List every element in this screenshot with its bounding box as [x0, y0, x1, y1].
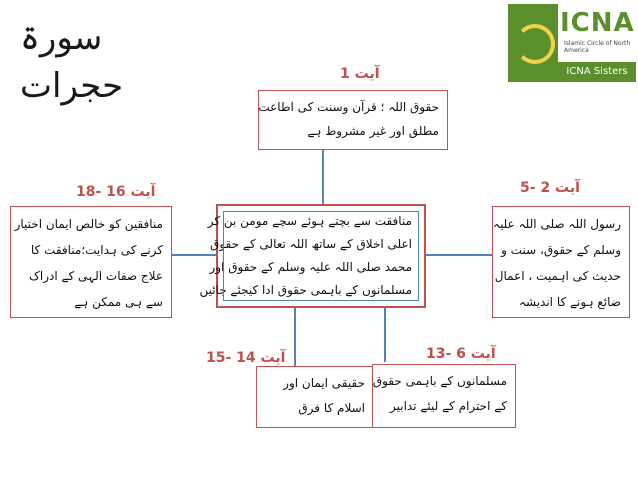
- box-bottom-right-line: کے احترام کے لیئے تدابیر: [390, 399, 507, 413]
- box-bottom-left: [256, 366, 374, 428]
- box-left: [10, 206, 172, 318]
- box-left-line: علاج صفات الہی کے ادراک: [29, 269, 163, 283]
- box-right-line: حدیث کی اہمیت ، اعمال: [494, 269, 621, 283]
- box-bottom-left-line: اسلام کا فرق: [298, 401, 365, 415]
- connector-bottom-left: [294, 306, 296, 366]
- ayah-label-right: آیت 2 -5: [520, 180, 580, 196]
- ayah-label-top: آیت 1: [340, 66, 380, 82]
- box-top: [258, 90, 448, 150]
- connector-bottom-right: [384, 306, 386, 362]
- logo-name: ICNA: [560, 8, 635, 38]
- box-left-line: منافقین کو خالص ایمان اختیار: [14, 217, 163, 231]
- box-top-line: حقوق اللہ ؛ قرآن وسنت کی اطاعت: [258, 100, 439, 114]
- box-bottom-right-line: مسلمانوں کے باہمی حقوق: [372, 374, 507, 388]
- box-center: [199, 204, 426, 308]
- box-right-line: ضائع ہونے کا اندیشہ: [518, 295, 621, 309]
- ayah-label-bottom-right: آیت 6 -13: [426, 346, 496, 362]
- box-top-line: مطلق اور غیر مشروط ہے: [307, 124, 439, 138]
- box-left-line: کرنے کی ہدایت؛منافقت کا: [30, 243, 163, 257]
- box-bottom-left-line: حقیقی ایمان اور: [283, 376, 365, 390]
- box-right-line: وسلم کے حقوق، سنت و: [501, 243, 621, 257]
- box-right: [492, 206, 630, 318]
- page-title: سورۃ حجرات: [20, 18, 124, 106]
- box-center-line: اعلی اخلاق کے ساتھ اللہ تعالی کے حقوق: [210, 237, 412, 251]
- ayah-label-left: آیت 16 -18: [76, 184, 156, 200]
- box-bottom-right: [372, 364, 516, 428]
- box-center-line: منافقت سے بچتے ہوئے سچے مومن بن کر: [207, 214, 412, 228]
- box-left-line: سے ہی ممکن ہے: [74, 295, 163, 309]
- box-center-inner-border: [199, 211, 419, 301]
- connector-right: [425, 254, 495, 256]
- logo-subtitle: Islamic Circle of North America: [564, 40, 631, 54]
- box-right-line: رسول اللہ صلی اللہ علیہ: [493, 217, 621, 231]
- box-center-line: محمد صلی اللہ علیہ وسلم کے حقوق اور: [209, 260, 412, 274]
- logo-sisters-banner: ICNA Sisters: [558, 62, 636, 82]
- box-center-line: مسلمانوں کے باہمی حقوق ادا کیجئے جائیں: [199, 283, 412, 297]
- icna-logo: [508, 4, 636, 82]
- logo-emblem-icon: [508, 4, 558, 82]
- ayah-label-bottom-left: آیت 14 -15: [206, 350, 286, 366]
